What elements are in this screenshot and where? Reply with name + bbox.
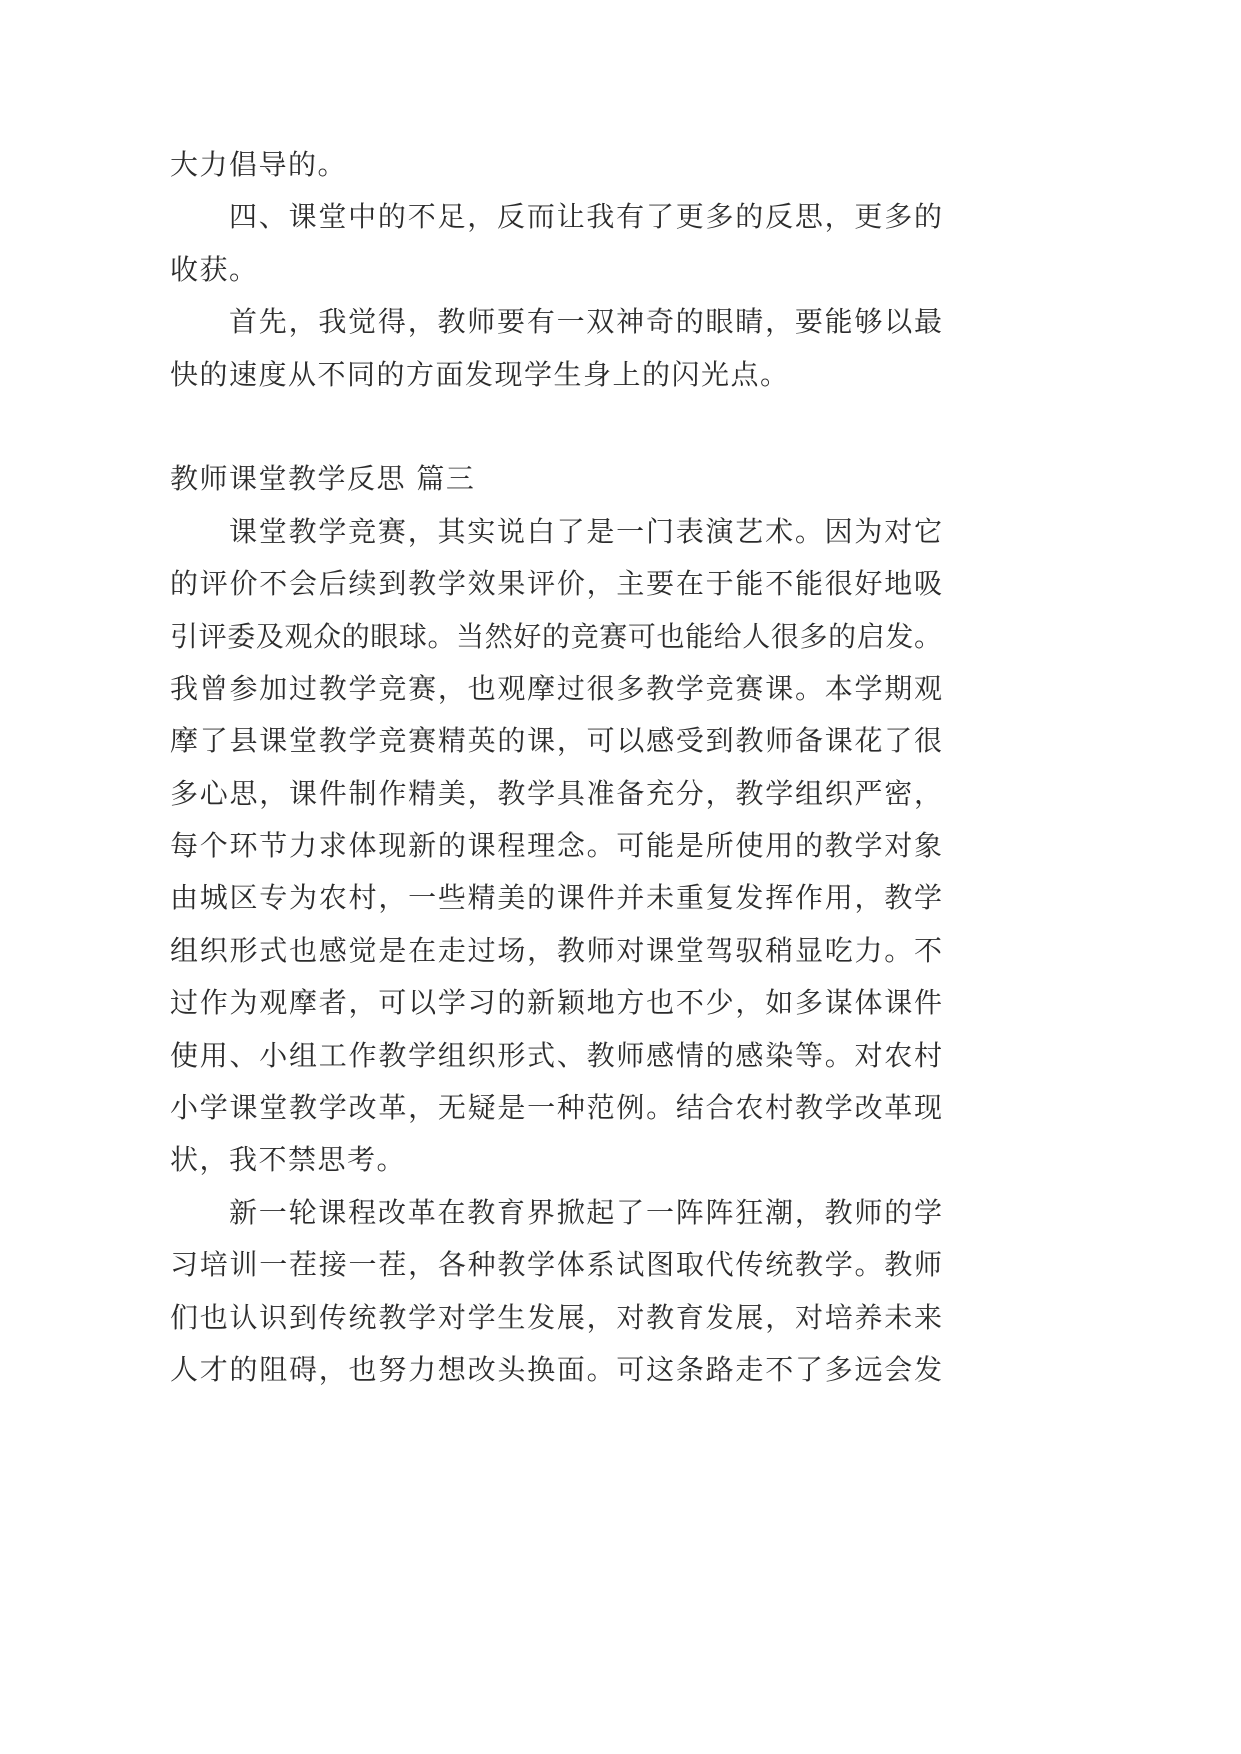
- text-line: 摩了县课堂教学竞赛精英的课，可以感受到教师备课花了很: [170, 724, 942, 758]
- text-line: 由城区专为农村，一些精美的课件并未重复发挥作用，教学: [170, 881, 942, 915]
- text-line: 每个环节力求体现新的课程理念。可能是所使用的教学对象: [170, 829, 942, 863]
- paragraph: [170, 506, 942, 1187]
- paragraph: [170, 139, 942, 191]
- text-line: 快的速度从不同的方面发现学生身上的闪光点。: [170, 357, 790, 391]
- blank-line: [170, 401, 942, 453]
- paragraph: [170, 1187, 942, 1397]
- text-line: 状，我不禁思考。: [170, 1143, 407, 1177]
- text-line: 人才的阻碍，也努力想改头换面。可这条路走不了多远会发: [170, 1352, 942, 1386]
- text-line: 引评委及观众的眼球。当然好的竞赛可也能给人很多的启发。: [170, 619, 942, 653]
- text-line: 四、课堂中的不足，反而让我有了更多的反思，更多的: [229, 200, 942, 234]
- text-line: 课堂教学竞赛，其实说白了是一门表演艺术。因为对它: [229, 514, 942, 548]
- text-line: 首先，我觉得，教师要有一双神奇的眼睛，要能够以最: [229, 305, 942, 339]
- document-body: [170, 139, 942, 1396]
- text-line: 过作为观摩者，可以学习的新颖地方也不少，如多谋体课件: [170, 986, 942, 1020]
- text-line: 我曾参加过教学竞赛，也观摩过很多教学竞赛课。本学期观: [170, 671, 942, 705]
- text-line: 收获。: [170, 252, 259, 286]
- text-line: 组织形式也感觉是在走过场，教师对课堂驾驭稍显吃力。不: [170, 933, 942, 967]
- paragraph: [170, 191, 942, 296]
- text-line: 们也认识到传统教学对学生发展，对教育发展，对培养未来: [170, 1300, 942, 1334]
- section-heading: 教师课堂教学反思 篇三: [170, 462, 476, 496]
- text-line: 新一轮课程改革在教育界掀起了一阵阵狂潮，教师的学: [229, 1195, 942, 1229]
- paragraph: [170, 296, 942, 401]
- text-line: 使用、小组工作教学组织形式、教师感情的感染等。对农村: [170, 1038, 942, 1072]
- text-line: 大力倡导的。: [170, 148, 348, 181]
- text-line: 多心思，课件制作精美，教学具准备充分，教学组织严密，: [170, 776, 942, 810]
- text-line: 的评价不会后续到教学效果评价，主要在于能不能很好地吸: [170, 567, 942, 601]
- text-line: 小学课堂教学改革，无疑是一种范例。结合农村教学改革现: [170, 1091, 942, 1125]
- text-line: 习培训一茬接一茬，各种教学体系试图取代传统教学。教师: [170, 1248, 942, 1282]
